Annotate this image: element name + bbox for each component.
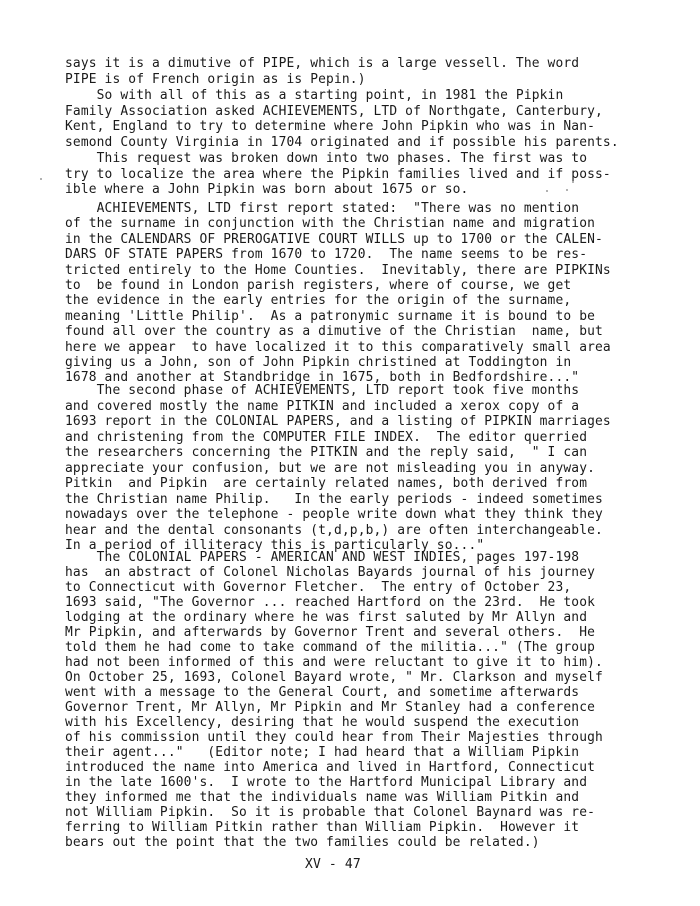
text-line: in the late 1600's. I wrote to the Hartford Municipal Library and bbox=[65, 775, 588, 790]
text-line: to be found in London parish registers, where of course, we get bbox=[65, 278, 572, 293]
text-line: nowadays over the telephone - people write down what they think they bbox=[65, 507, 603, 522]
text-line: Mr Pipkin, and afterwards by Governor Trent and several others. He bbox=[65, 625, 596, 640]
text-line: of the surname in conjunction with the Christian name and migration bbox=[65, 216, 596, 232]
text-line: tricted entirely to the Home Counties. Inevitably, there are PIPKINs bbox=[65, 262, 611, 278]
text-line: So with all of this as a starting point, in 1981 the Pipkin bbox=[65, 88, 564, 103]
text-line: and christening from the COMPUTER FILE INDEX. The editor querried bbox=[65, 429, 588, 445]
text-line: the Christian name Philip. In the early periods - indeed sometimes bbox=[65, 491, 603, 507]
text-line: Family Association asked ACHIEVEMENTS, LTD of Northgate, Canterbury, bbox=[65, 103, 603, 119]
text-line: Kent, England to try to determine where John Pipkin who was in Nan- bbox=[65, 119, 596, 135]
text-line: In a period of illiteracy this is particularly so..." bbox=[65, 538, 485, 553]
text-line: and covered mostly the name PITKIN and included a xerox copy of a bbox=[65, 398, 580, 414]
text-line: The second phase of ACHIEVEMENTS, LTD report took five months bbox=[65, 383, 580, 398]
scan-speck bbox=[40, 178, 42, 180]
text-line: This request was broken down into two phases. The first was to bbox=[65, 150, 588, 166]
text-line: with his Excellency, desiring that he would suspend the execution bbox=[65, 715, 580, 730]
text-line: hear and the dental consonants (t,d,p,b,) are often interchangeable. bbox=[65, 522, 603, 538]
text-line: 1693 said, "The Governor ... reached Hartford on the 23rd. He took bbox=[65, 595, 596, 610]
text-line: ible where a John Pipkin was born about 1675 or so. bbox=[65, 182, 469, 198]
scan-speck bbox=[572, 181, 574, 183]
text-line: ferring to William Pitkin rather than William Pipkin. However it bbox=[65, 820, 580, 835]
text-line: appreciate your confusion, but we are not misleading you in anyway. bbox=[65, 460, 596, 476]
text-line: to Connecticut with Governor Fletcher. The entry of October 23, bbox=[65, 580, 572, 595]
text-line: they informed me that the individuals name was William Pitkin and bbox=[65, 790, 580, 805]
text-line: told them he had come to take command of the militia..." (The group bbox=[65, 640, 596, 655]
text-line: found all over the country as a dimutive of the Christian name, but bbox=[65, 324, 603, 340]
text-line: here we appear to have localized it to this comparatively small area bbox=[65, 339, 611, 355]
text-line: says it is a dimutive of PIPE, which is a large vessell. The word bbox=[65, 56, 580, 71]
scan-speck bbox=[546, 190, 548, 192]
text-line: bears out the point that the two families could be related.) bbox=[65, 835, 540, 850]
text-line: their agent..." (Editor note; I had heard that a William Pipkin bbox=[65, 745, 580, 760]
text-line: PIPE is of French origin as is Pepin.) bbox=[65, 71, 366, 87]
text-line: 1693 report in the COLONIAL PAPERS, and a listing of PIPKIN marriages bbox=[65, 414, 611, 429]
text-line: DARS OF STATE PAPERS from 1670 to 1720. The name seems to be res- bbox=[65, 247, 588, 263]
text-line: try to localize the area where the Pipkin families lived and if poss- bbox=[65, 166, 611, 182]
text-line: the researchers concerning the PITKIN and the reply said, " I can bbox=[65, 445, 588, 460]
text-line: had not been informed of this and were reluctant to give it to him). bbox=[65, 655, 603, 670]
text-line: went with a message to the General Court, and sometime afterwards bbox=[65, 685, 580, 700]
text-line: 1678 and another at Standbridge in 1675, both in Bedfordshire..." bbox=[65, 370, 580, 386]
text-line: introduced the name into America and lived in Hartford, Connecticut bbox=[65, 760, 596, 775]
text-line: not William Pipkin. So it is probable that Colonel Baynard was re- bbox=[65, 805, 596, 820]
page-number: XV - 47 bbox=[305, 857, 361, 872]
text-line: giving us a John, son of John Pipkin christined at Toddington in bbox=[65, 355, 572, 370]
text-line: ACHIEVEMENTS, LTD first report stated: "There was no mention bbox=[65, 201, 580, 216]
text-line: lodging at the ordinary where he was first saluted by Mr Allyn and bbox=[65, 610, 588, 625]
scan-speck bbox=[566, 189, 568, 191]
text-line: the evidence in the early entries for the origin of the surname, bbox=[65, 293, 572, 309]
text-line: semond County Virginia in 1704 originated and if possible his parents. bbox=[65, 135, 619, 151]
text-line: On October 25, 1693, Colonel Bayard wrote, " Mr. Clarkson and myself bbox=[65, 670, 603, 685]
text-line: Governor Trent, Mr Allyn, Mr Pipkin and Mr Stanley had a conference bbox=[65, 700, 596, 715]
text-line: Pitkin and Pipkin are certainly related names, both derived from bbox=[65, 476, 588, 491]
text-line: meaning 'Little Philip'. As a patronymic surname it is bound to be bbox=[65, 308, 596, 324]
text-line: of his commission until they could hear from Their Majesties through bbox=[65, 730, 603, 745]
text-line: The COLONIAL PAPERS - AMERICAN AND WEST INDIES, pages 197-198 bbox=[65, 550, 580, 565]
text-line: has an abstract of Colonel Nicholas Bayards journal of his journey bbox=[65, 565, 596, 580]
text-line: in the CALENDARS OF PREROGATIVE COURT WILLS up to 1700 or the CALEN- bbox=[65, 231, 603, 247]
